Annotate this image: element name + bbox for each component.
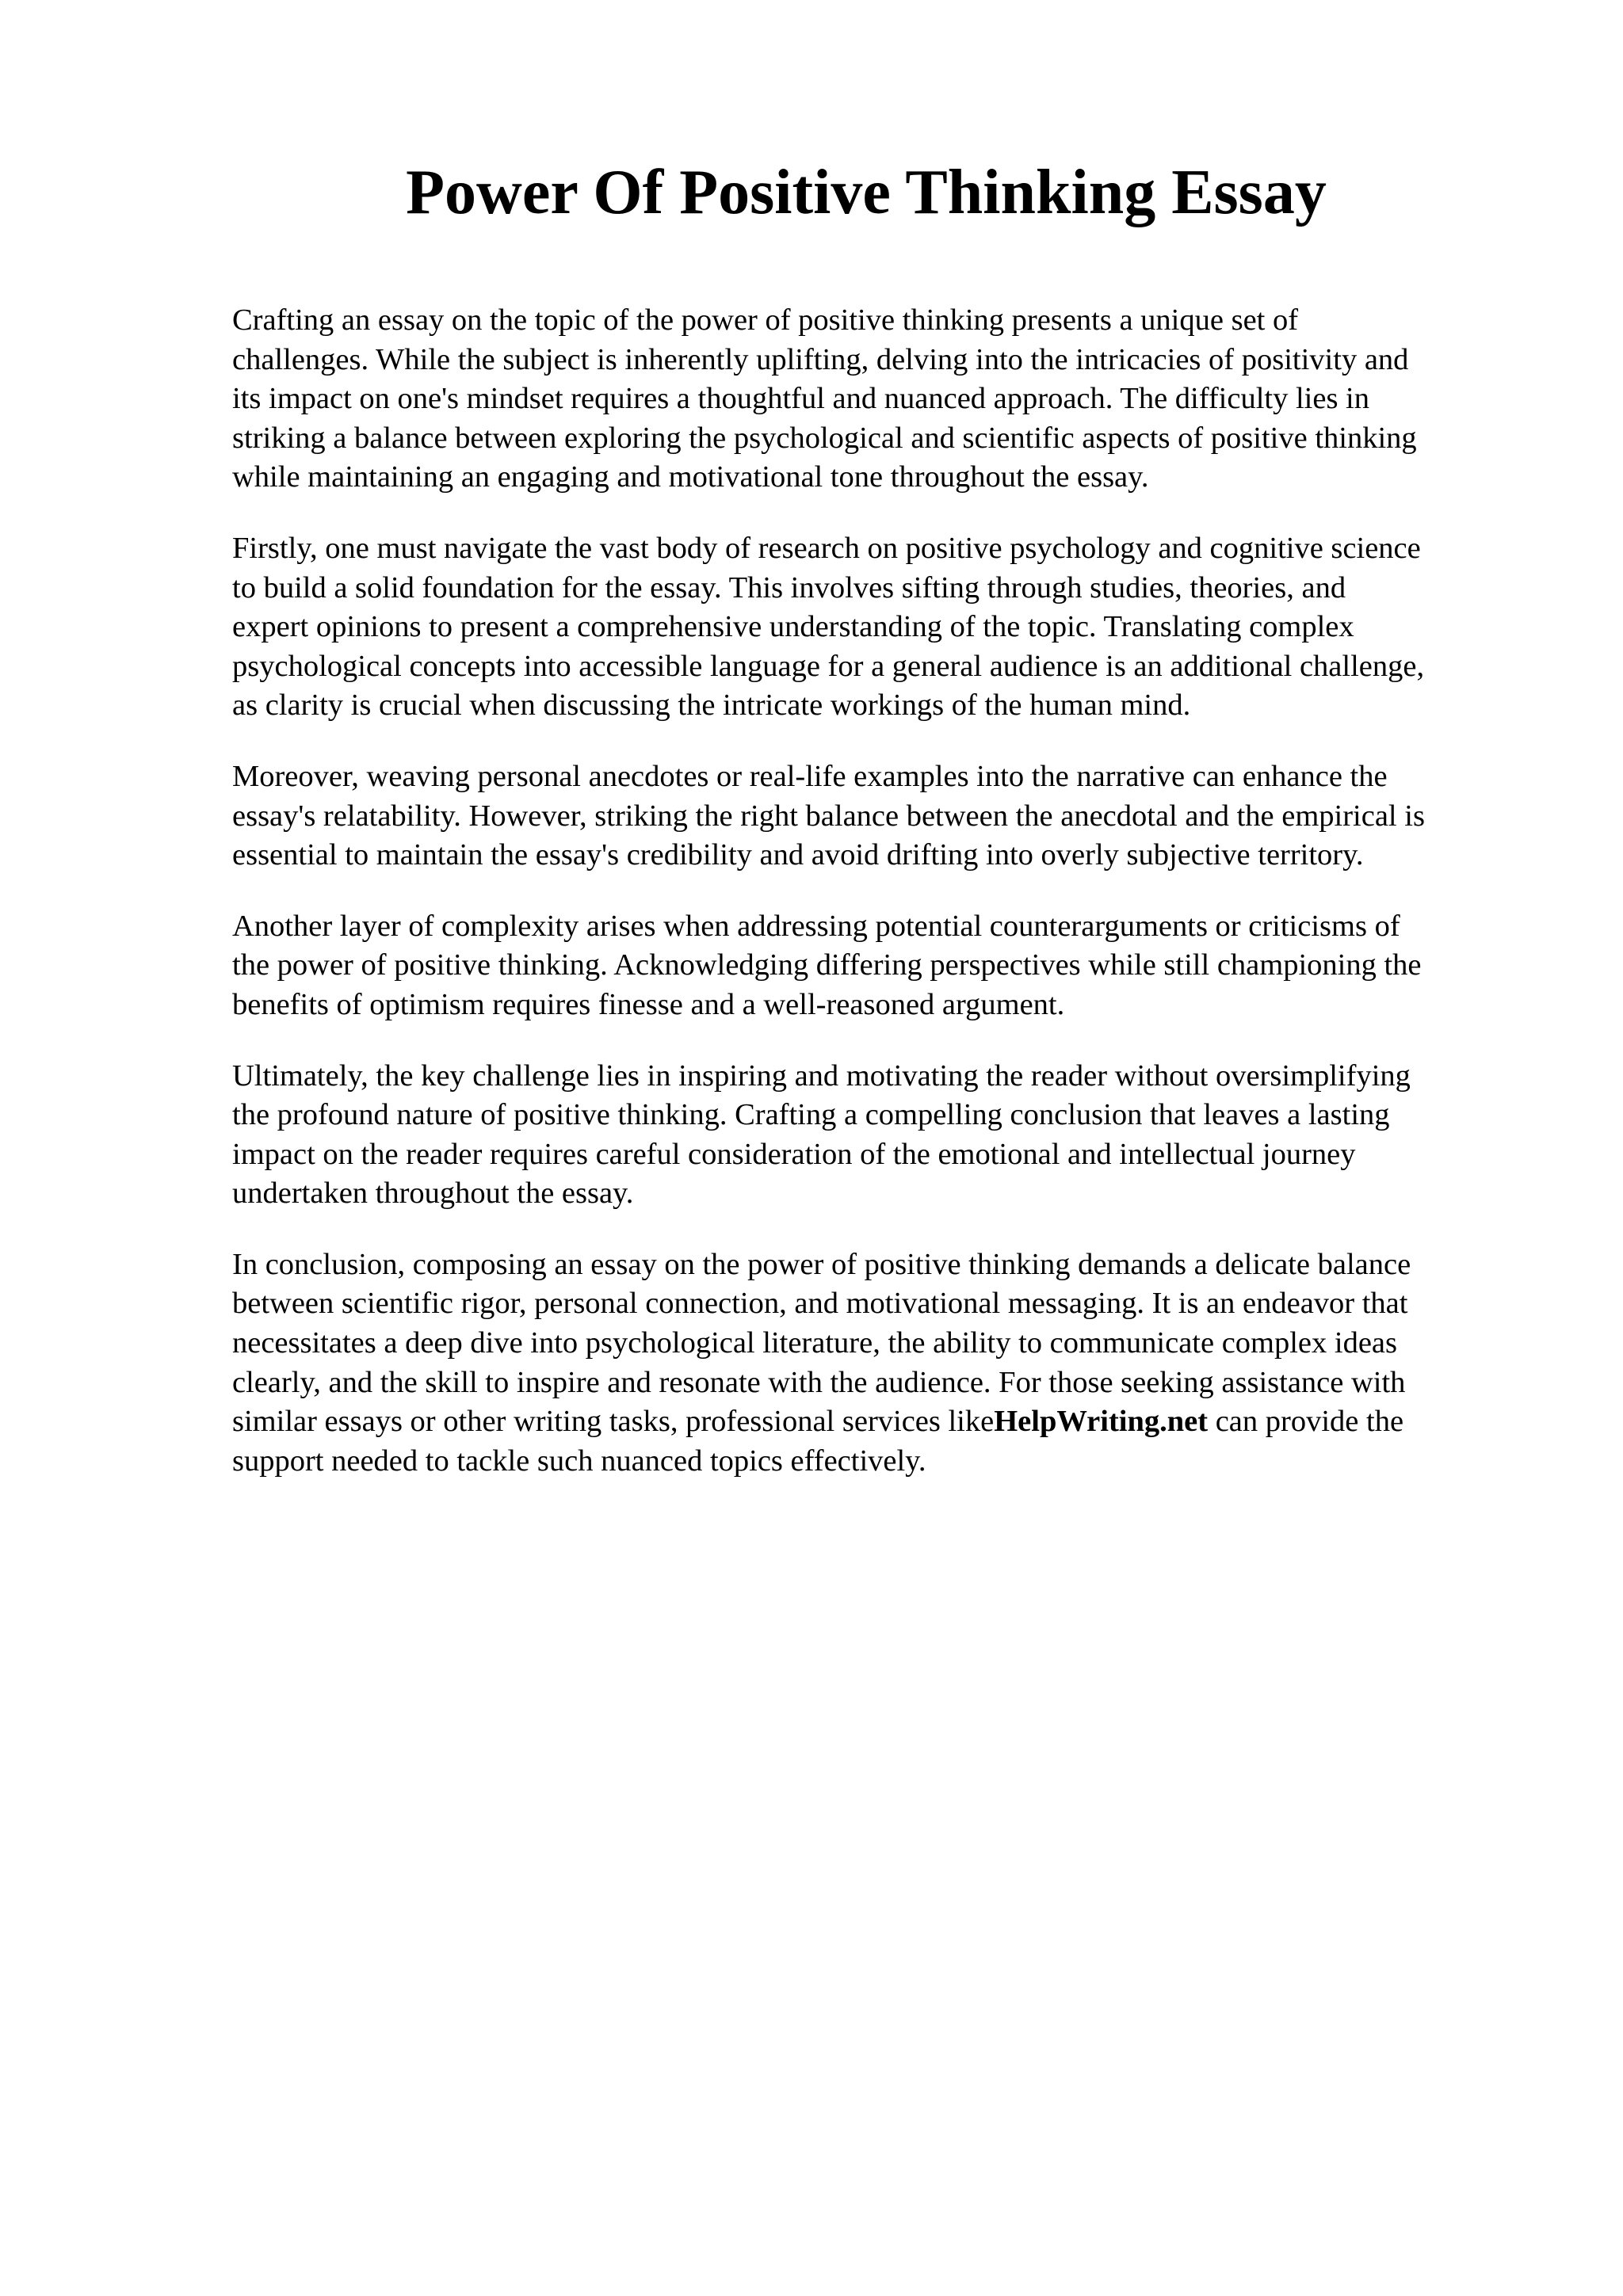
text-line: challenges. While the subject is inherently uplifting, delving into the intricacies of positivity and — [232, 342, 1409, 376]
text-line: to build a solid foundation for the essay. This involves sifting through studies, theories, and — [232, 570, 1346, 605]
line-text-before-link: similar essays or other writing tasks, professional services like — [232, 1405, 995, 1439]
text-line: Ultimately, the key challenge lies in inspiring and motivating the reader without oversimplifying — [232, 1058, 1411, 1093]
text-line: necessitates a deep dive into psychological literature, the ability to communicate complex ideas — [232, 1326, 1397, 1360]
text-line: while maintaining an engaging and motivational tone throughout the essay. — [232, 460, 1149, 494]
text-line: essay's relatability. However, striking the right balance between the anecdotal and the empirical is — [232, 799, 1425, 833]
line-text-after-link: can provide the — [1208, 1405, 1404, 1439]
text-line: essential to maintain the essay's credibility and avoid drifting into overly subjective territory. — [232, 838, 1364, 872]
text-line: Another layer of complexity arises when addressing potential counterarguments or criticisms of — [232, 909, 1400, 943]
text-line: psychological concepts into accessible language for a general audience is an additional challenge, — [232, 649, 1425, 683]
paragraph-2 — [232, 529, 1532, 726]
text-line: benefits of optimism requires finesse and a well-reasoned argument. — [232, 987, 1065, 1021]
page-title: Power Of Positive Thinking Essay — [406, 158, 1327, 227]
text-line: the profound nature of positive thinking. Crafting a compelling conclusion that leaves a lasting — [232, 1098, 1390, 1132]
paragraph-4 — [232, 907, 1532, 1025]
text-line: striking a balance between exploring the psychological and scientific aspects of positive thinking — [232, 421, 1417, 455]
paragraph-1 — [232, 301, 1532, 498]
text-line: impact on the reader requires careful consideration of the emotional and intellectual journey — [232, 1137, 1356, 1171]
text-line: support needed to tackle such nuanced topics effectively. — [232, 1444, 926, 1478]
paragraph-3 — [232, 757, 1532, 875]
text-line: between scientific rigor, personal connection, and motivational messaging. It is an endeavor that — [232, 1287, 1408, 1321]
text-line: Firstly, one must navigate the vast body of research on positive psychology and cognitive science — [232, 531, 1421, 565]
helpwriting-link[interactable]: HelpWriting.net — [994, 1405, 1209, 1439]
text-line: its impact on one's mindset requires a thoughtful and nuanced approach. The difficulty lies in — [232, 382, 1370, 416]
paragraph-5 — [232, 1057, 1532, 1214]
paragraph-6 — [232, 1245, 1532, 1482]
text-line: expert opinions to present a comprehensive understanding of the topic. Translating complex — [232, 610, 1354, 644]
text-line: clearly, and the skill to inspire and resonate with the audience. For those seeking assistance with — [232, 1365, 1406, 1399]
text-line-with-link — [232, 1402, 1532, 1442]
text-line: as clarity is crucial when discussing the intricate workings of the human mind. — [232, 688, 1191, 723]
text-line: Crafting an essay on the topic of the power of positive thinking presents a unique set of — [232, 303, 1299, 337]
text-line: Moreover, weaving personal anecdotes or real-life examples into the narrative can enhance the — [232, 759, 1388, 793]
text-line: In conclusion, composing an essay on the power of positive thinking demands a delicate balance — [232, 1247, 1411, 1281]
text-line: undertaken throughout the essay. — [232, 1177, 634, 1211]
text-line: the power of positive thinking. Acknowledging differing perspectives while still championing the — [232, 948, 1422, 982]
essay-body — [232, 301, 1532, 1512]
